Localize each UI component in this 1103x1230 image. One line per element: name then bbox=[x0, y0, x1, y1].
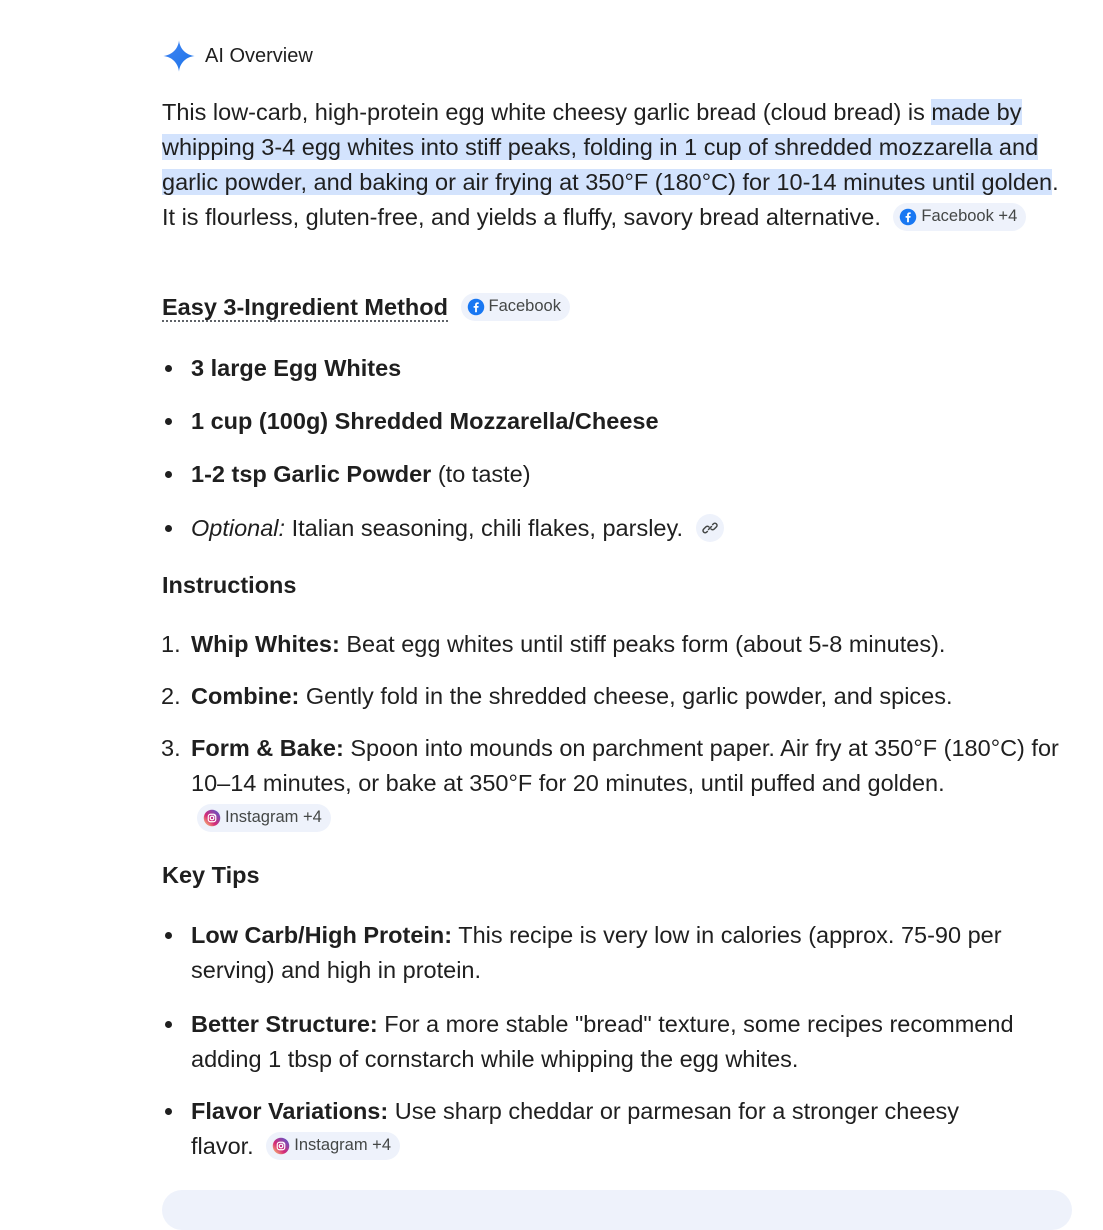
facebook-icon bbox=[899, 208, 917, 226]
step-text: Spoon into mounds on parchment paper. Air fry at 350°F (180°C) for 10–14 minutes, or bake at 350°F for 20 minutes, until puffed and golden. bbox=[191, 735, 1059, 796]
source-chip-label: Instagram +4 bbox=[294, 1136, 391, 1155]
intro-before: This low-carb, high-protein egg white cheesy garlic bread (cloud bread) is bbox=[162, 99, 932, 125]
step-item bbox=[161, 731, 1071, 836]
source-chip-instagram[interactable] bbox=[197, 804, 331, 832]
bullet bbox=[165, 932, 172, 939]
list-item-bold: 1 cup (100g) Shredded Mozzarella/Cheese bbox=[191, 408, 659, 434]
intro-highlight: made by whipping 3-4 egg whites into stiff peaks, folding in 1 cup of shredded mozzarella and garlic powder, and baking or air frying at 350°F (180°C) for 10-14 minutes until golden bbox=[162, 99, 1053, 195]
source-link-chip[interactable] bbox=[696, 514, 724, 542]
step-item bbox=[161, 679, 1071, 714]
list-item bbox=[191, 511, 1071, 546]
list-item bbox=[191, 1007, 1071, 1077]
step-text: Gently fold in the shredded cheese, garlic powder, and spices. bbox=[299, 683, 953, 709]
instagram-icon bbox=[272, 1137, 290, 1155]
bullet bbox=[165, 1021, 172, 1028]
link-icon bbox=[701, 519, 719, 537]
instagram-icon bbox=[203, 809, 221, 827]
step-text: Beat egg whites until stiff peaks form (about 5-8 minutes). bbox=[339, 631, 946, 657]
list-item bbox=[191, 351, 1071, 386]
instructions-heading: Instructions bbox=[162, 572, 297, 598]
source-chip-label: Facebook bbox=[488, 297, 561, 316]
source-chip-facebook[interactable] bbox=[893, 203, 1026, 231]
tip-text: For a more stable "bread" texture, some recipes recommend adding 1 tbsp of cornstarch while whipping the egg whites. bbox=[191, 1011, 1014, 1072]
list-item bbox=[191, 1094, 991, 1164]
step-bold: Whip Whites: bbox=[191, 631, 340, 657]
ai-overview-title: AI Overview bbox=[205, 44, 313, 67]
bullet bbox=[165, 471, 172, 478]
method-heading bbox=[162, 294, 570, 323]
facebook-icon bbox=[467, 298, 485, 316]
step-number: 1. bbox=[161, 631, 181, 657]
bullet bbox=[165, 418, 172, 425]
tip-text: Use sharp cheddar or parmesan for a stronger cheesy flavor. bbox=[191, 1098, 960, 1159]
source-chip-instagram[interactable] bbox=[266, 1132, 400, 1160]
list-item-text: Italian seasoning, chili flakes, parsley. bbox=[285, 515, 684, 541]
step-bold: Form & Bake: bbox=[191, 735, 344, 761]
intro-paragraph bbox=[162, 95, 1062, 235]
source-chip-facebook[interactable] bbox=[461, 293, 570, 321]
source-chip-label: Instagram +4 bbox=[225, 808, 322, 827]
list-item-italic: Optional: bbox=[191, 515, 286, 541]
bullet bbox=[165, 1108, 172, 1115]
ai-overview-header bbox=[162, 36, 313, 76]
sparkle-icon bbox=[162, 39, 196, 73]
step-number: 2. bbox=[161, 683, 181, 709]
step-bold: Combine: bbox=[191, 683, 300, 709]
tip-bold: Low Carb/High Protein: bbox=[191, 922, 453, 948]
list-item bbox=[191, 404, 1071, 439]
tip-bold: Better Structure: bbox=[191, 1011, 378, 1037]
bullet bbox=[165, 525, 172, 532]
method-heading-text[interactable]: Easy 3-Ingredient Method bbox=[162, 294, 448, 320]
source-chip-label: Facebook +4 bbox=[921, 207, 1018, 226]
step-number: 3. bbox=[161, 735, 181, 761]
bottom-card[interactable] bbox=[162, 1190, 1072, 1230]
bullet bbox=[165, 365, 172, 372]
intro-after: . It is flourless, gluten-free, and yields a fluffy, savory bread alternative. bbox=[162, 169, 1059, 230]
tip-bold: Flavor Variations: bbox=[191, 1098, 389, 1124]
tip-text: This recipe is very low in calories (approx. 75-90 per serving) and high in protein. bbox=[191, 922, 1002, 983]
step-item bbox=[161, 627, 1071, 662]
list-item-bold: 1-2 tsp Garlic Powder bbox=[191, 461, 432, 487]
list-item-bold: 3 large Egg Whites bbox=[191, 355, 402, 381]
tips-heading: Key Tips bbox=[162, 862, 260, 888]
list-item bbox=[191, 918, 1071, 988]
list-item bbox=[191, 457, 1071, 492]
list-item-text: (to taste) bbox=[431, 461, 531, 487]
